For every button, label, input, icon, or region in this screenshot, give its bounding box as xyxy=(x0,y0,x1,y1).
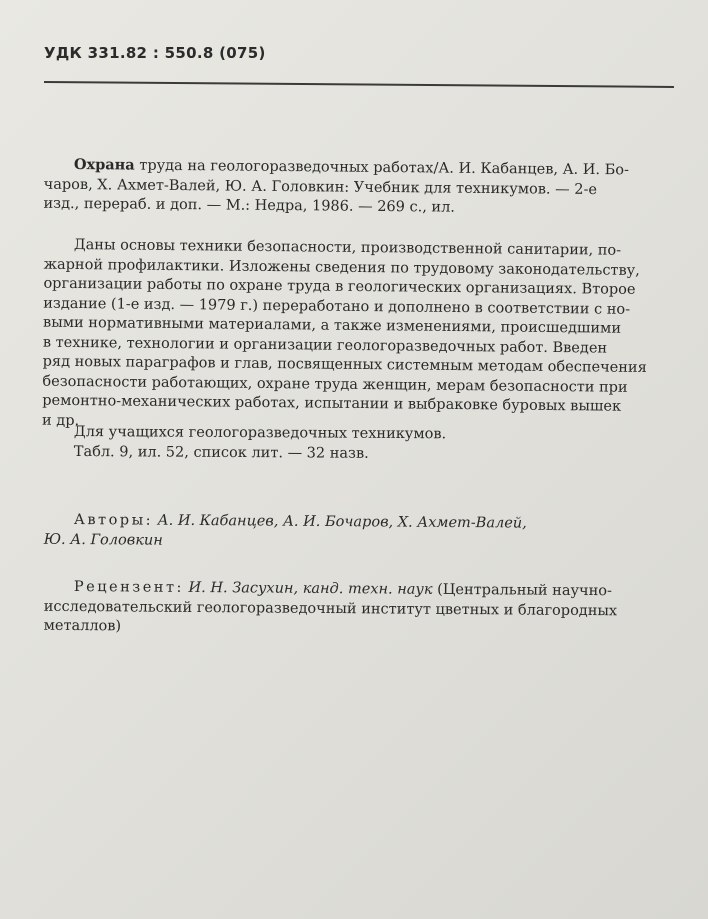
reviewer xyxy=(43,578,684,641)
reviewer-name: И. Н. Засухин, канд. техн. наук xyxy=(188,579,433,598)
reference-line-3: изд., перераб. и доп. — М.: Недра, 1986. — 269 с., ил. xyxy=(43,195,456,216)
abstract-line-4: издание (1-е изд. — 1979 г.) переработано и дополнено в соответствии с но- xyxy=(43,295,631,318)
reviewer-line-2: исследовательский геологоразведочный институт цветных и благородных xyxy=(43,598,618,619)
authors-names: А. И. Кабанцев, А. И. Бочаров, Х. Ахмет-Валей, xyxy=(157,512,527,532)
reference-line-2: чаров, Х. Ахмет-Валей, Ю. А. Головкин: Учебник для техникумов. — 2-е xyxy=(43,176,598,198)
authors-label: Авторы: xyxy=(73,511,154,529)
authors-line-2: Ю. А. Головкин xyxy=(43,531,163,549)
header-rule xyxy=(44,81,674,88)
abstract-line-6: в технике, технологии и организации геологоразведочных работ. Введен xyxy=(42,334,608,357)
abstract-line-9: ремонтно-механических работах, испытании и выбраковке буровых вышек xyxy=(42,392,622,415)
reference-title-word: Охрана xyxy=(73,155,135,174)
bibliographic-reference xyxy=(43,155,684,220)
reviewer-line-3: металлов) xyxy=(43,617,122,635)
abstract-line-1: Даны основы техники безопасности, производственной санитарии, по- xyxy=(73,236,622,259)
audience-line-1: Для учащихся геологоразведочных техникумов. xyxy=(73,423,447,443)
abstract-line-8: безопасности работающих, охране труда женщин, мерам безопасности при xyxy=(42,373,628,396)
authors xyxy=(43,511,684,555)
reviewer-affiliation-start: (Центральный научно- xyxy=(432,581,613,600)
abstract-line-5: выми нормативными материалами, а также изменениями, происшедшими xyxy=(43,314,622,337)
reference-line-1-rest: труда на геологоразведочных работах/А. И. Кабанцев, А. И. Бо- xyxy=(134,157,630,179)
abstract-line-10: и др. xyxy=(41,412,80,429)
abstract-line-7: ряд новых параграфов и глав, посвященных системным методам обеспечения xyxy=(42,353,647,377)
audience-note xyxy=(74,423,684,466)
udk-code: УДК 331.82 : 550.8 (075) xyxy=(44,44,266,62)
abstract xyxy=(41,236,684,437)
abstract-line-3: организации работы по охране труда в геологических организациях. Второе xyxy=(43,275,636,298)
reviewer-label: Рецензент: xyxy=(73,578,184,596)
abstract-line-2: жарной профилактики. Изложены сведения по трудовому законодательству, xyxy=(43,256,640,279)
audience-line-2: Табл. 9, ил. 52, список лит. — 32 назв. xyxy=(73,443,369,462)
